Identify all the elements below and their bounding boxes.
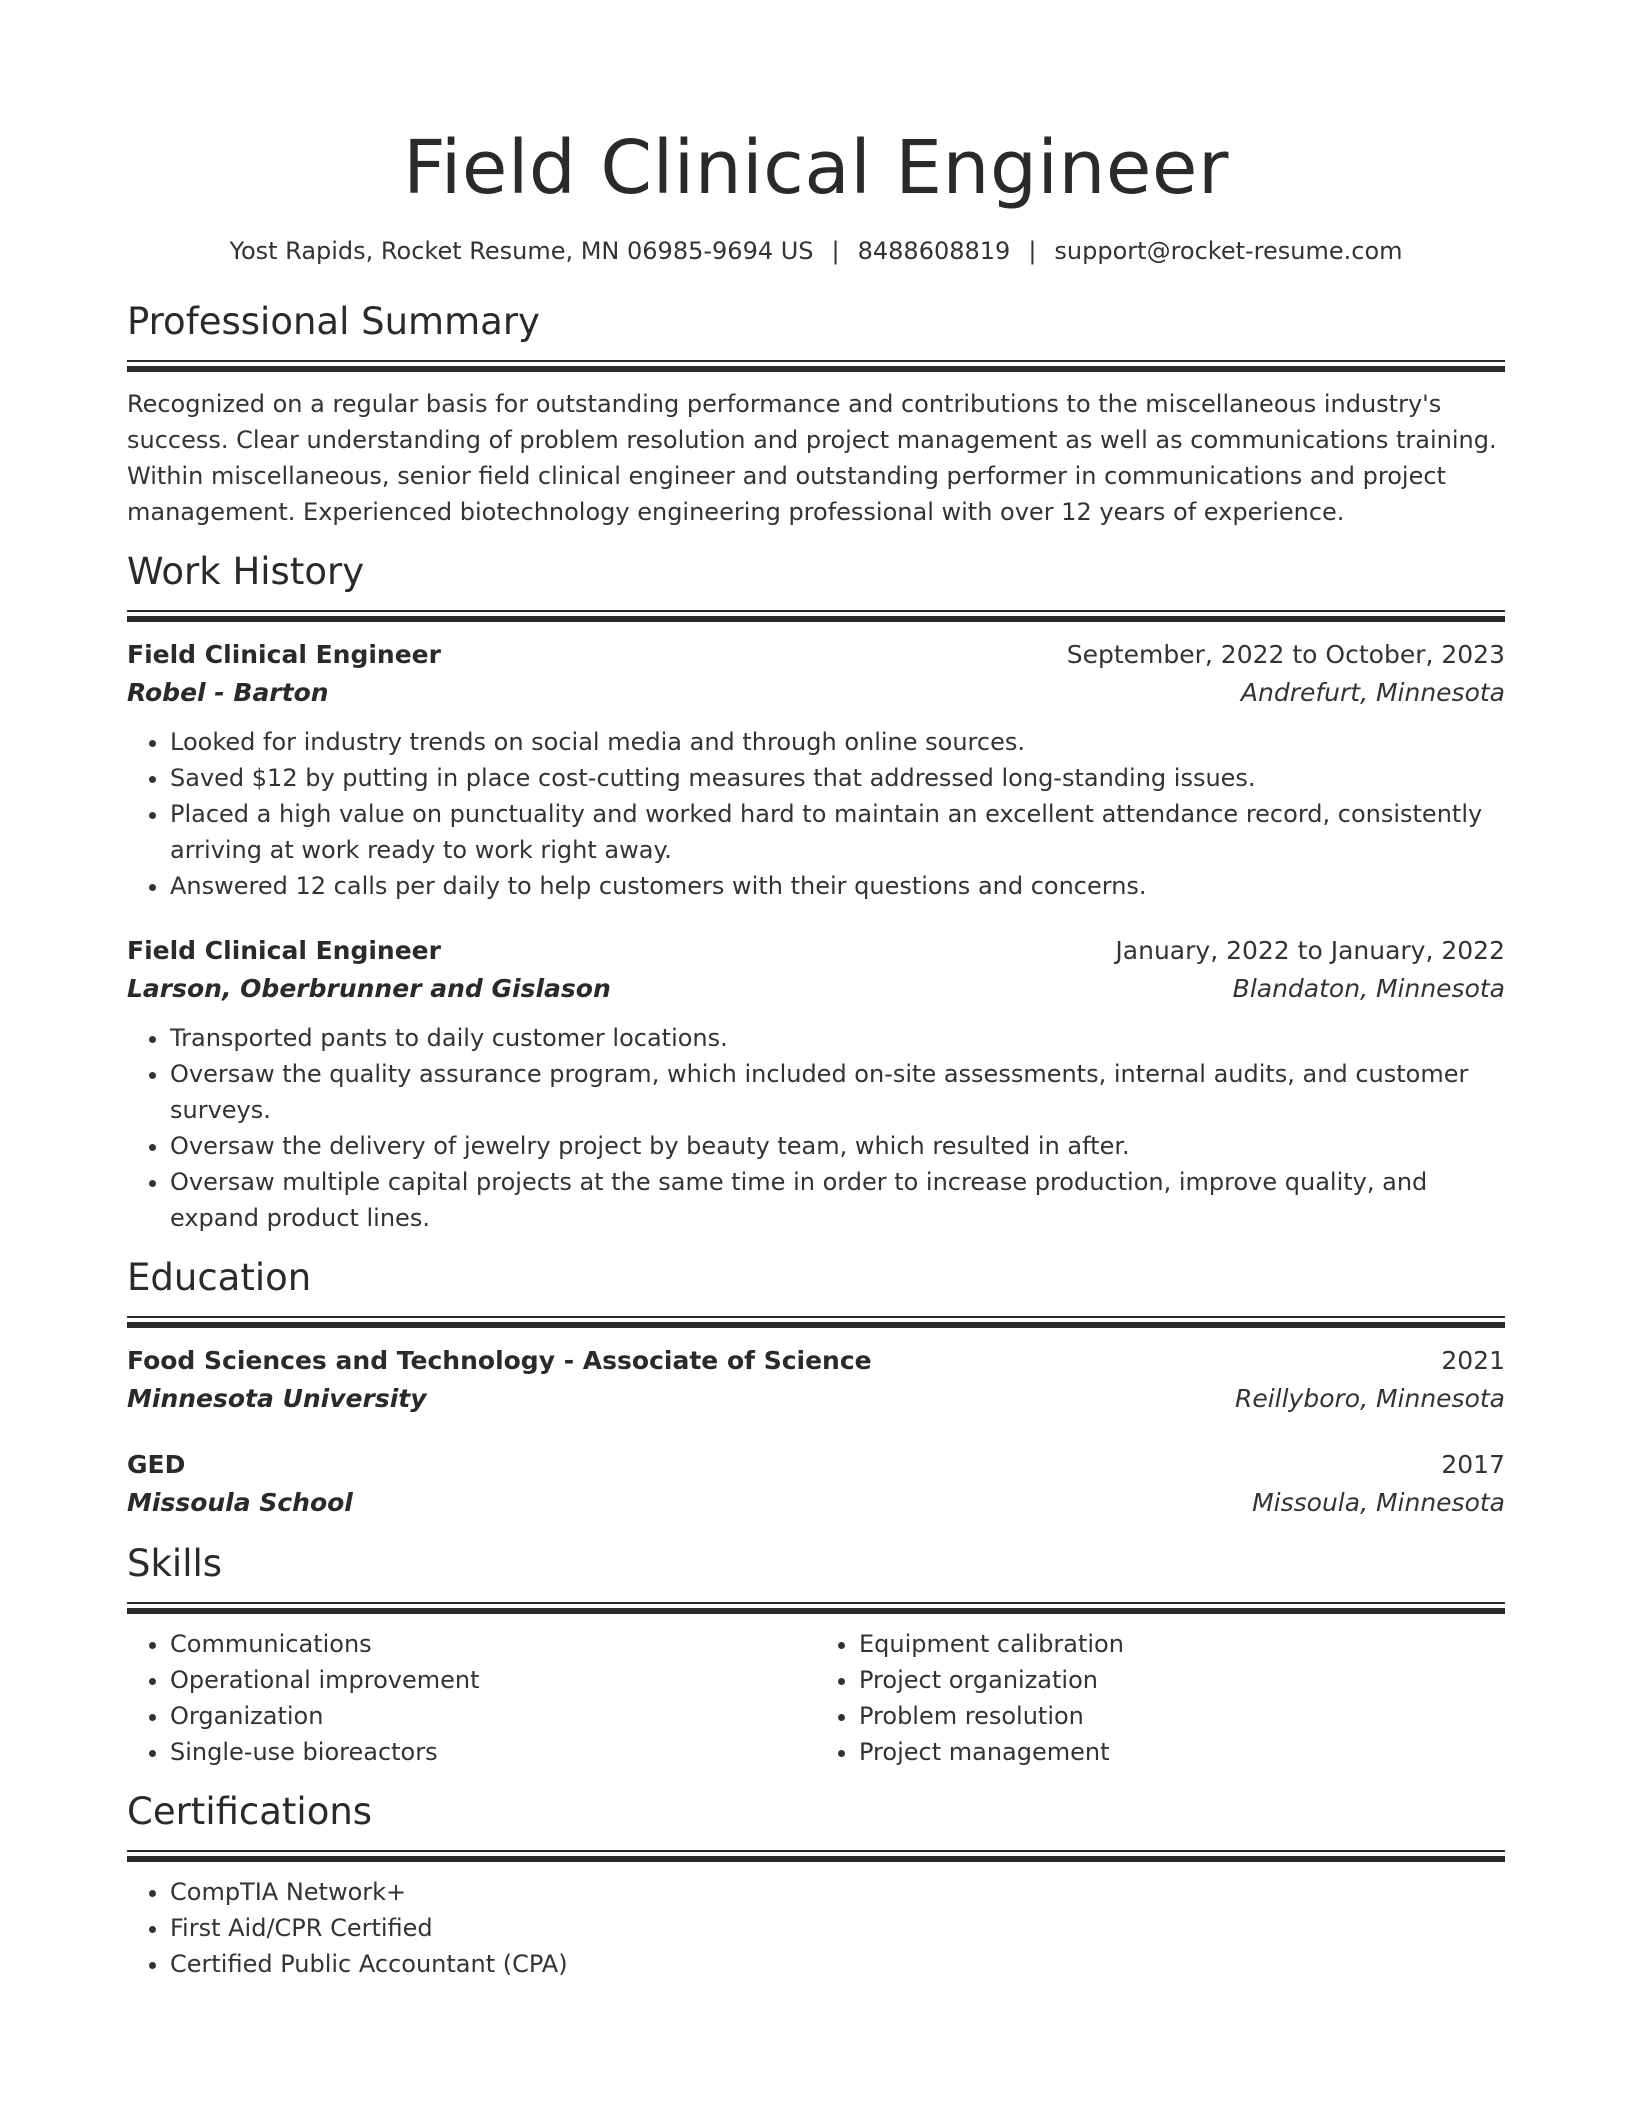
contact-line xyxy=(127,234,1505,268)
list-item: • Single-use bioreactors xyxy=(170,1734,816,1770)
job-bullets xyxy=(127,724,1505,904)
section-title-summary: Professional Summary xyxy=(127,300,540,343)
job-bullets xyxy=(127,1020,1505,1236)
section-title-education: Education xyxy=(127,1256,312,1299)
job-entry xyxy=(127,932,1505,1236)
list-item: • Equipment calibration xyxy=(859,1626,1505,1662)
list-item: • Oversaw the quality assurance program, which included on-site assessments, internal audits, and customer surveys. xyxy=(170,1056,1505,1128)
list-item: • Operational improvement xyxy=(170,1662,816,1698)
list-item: • Project organization xyxy=(859,1662,1505,1698)
skills-list-left xyxy=(127,1626,816,1770)
section-divider xyxy=(127,360,1505,372)
education-degree: GED xyxy=(127,1450,186,1479)
education-section xyxy=(127,1254,1505,1522)
list-item: • Organization xyxy=(170,1698,816,1734)
section-title-certifications: Certifications xyxy=(127,1790,373,1833)
section-divider xyxy=(127,1316,1505,1328)
list-item: • Communications xyxy=(170,1626,816,1662)
resume-name: Field Clinical Engineer xyxy=(403,125,1229,211)
section-divider xyxy=(127,610,1505,622)
education-year: 2017 xyxy=(1441,1450,1505,1479)
job-location: Blandaton, Minnesota xyxy=(1232,974,1505,1003)
list-item: • Answered 12 calls per daily to help customers with their questions and concerns. xyxy=(170,868,1505,904)
skills-section xyxy=(127,1540,1505,1770)
education-entry xyxy=(127,1446,1505,1522)
job-location: Andrefurt, Minnesota xyxy=(1240,678,1505,707)
work-history-section xyxy=(127,548,1505,1236)
job-dates: January, 2022 to January, 2022 xyxy=(1115,936,1505,965)
section-title-skills: Skills xyxy=(127,1542,223,1585)
summary-section xyxy=(127,298,1505,530)
education-entry xyxy=(127,1342,1505,1418)
list-item: • Certified Public Accountant (CPA) xyxy=(170,1946,1505,1982)
list-item: • Oversaw multiple capital projects at the same time in order to increase production, improve quality, and expand product lines. xyxy=(170,1164,1505,1236)
contact-phone: 8488608819 xyxy=(857,237,1011,265)
education-school: Minnesota University xyxy=(127,1384,427,1413)
education-location: Missoula, Minnesota xyxy=(1252,1488,1505,1517)
contact-address: Yost Rapids, Rocket Resume, MN 06985-9694 US xyxy=(229,237,814,265)
section-title-work-history: Work History xyxy=(127,550,365,593)
summary-text: Recognized on a regular basis for outstanding performance and contributions to the miscellaneous industry's success. Clear understanding of problem resolution and project management as well as communications training. Within miscellaneous, senior field clinical engineer and outstanding performer in communications and project management. Experienced biotechnology engineering professional with over 12 years of experience. xyxy=(127,390,1497,526)
section-divider xyxy=(127,1602,1505,1614)
list-item: • Transported pants to daily customer locations. xyxy=(170,1020,1505,1056)
skills-list-right xyxy=(816,1626,1505,1770)
list-item: • Project management xyxy=(859,1734,1505,1770)
education-school: Missoula School xyxy=(127,1488,353,1517)
job-dates: September, 2022 to October, 2023 xyxy=(1066,640,1505,669)
job-title: Field Clinical Engineer xyxy=(127,936,441,965)
job-entry xyxy=(127,636,1505,904)
list-item: • Placed a high value on punctuality and worked hard to maintain an excellent attendance record, consistently arriving at work ready to work right away. xyxy=(170,796,1505,868)
list-item: • First Aid/CPR Certified xyxy=(170,1910,1505,1946)
contact-separator: | xyxy=(1028,237,1037,265)
certifications-list xyxy=(127,1874,1505,1982)
list-item: • CompTIA Network+ xyxy=(170,1874,1505,1910)
education-year: 2021 xyxy=(1441,1346,1505,1375)
list-item: • Looked for industry trends on social media and through online sources. xyxy=(170,724,1505,760)
list-item: • Oversaw the delivery of jewelry project by beauty team, which resulted in after. xyxy=(170,1128,1505,1164)
education-location: Reillyboro, Minnesota xyxy=(1234,1384,1505,1413)
list-item: • Problem resolution xyxy=(859,1698,1505,1734)
job-title: Field Clinical Engineer xyxy=(127,640,441,669)
list-item: • Saved $12 by putting in place cost-cutting measures that addressed long-standing issues. xyxy=(170,760,1505,796)
certifications-section xyxy=(127,1788,1505,1982)
section-divider xyxy=(127,1850,1505,1862)
contact-email: support@rocket-resume.com xyxy=(1054,237,1403,265)
skills-columns xyxy=(127,1614,1505,1770)
job-company: Robel - Barton xyxy=(127,678,329,707)
education-degree: Food Sciences and Technology - Associate of Science xyxy=(127,1346,872,1375)
job-company: Larson, Oberbrunner and Gislason xyxy=(127,974,611,1003)
contact-separator: | xyxy=(831,237,840,265)
